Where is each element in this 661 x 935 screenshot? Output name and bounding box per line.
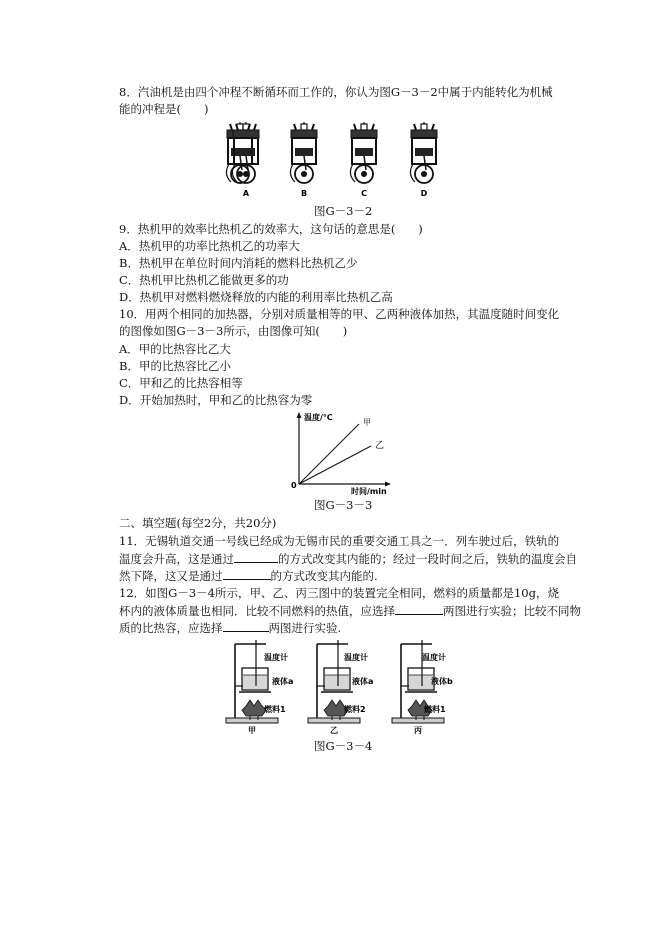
figure-caption-g33: 图G－3－3 [314,498,373,512]
engine-label-d: D [420,189,428,198]
graph-series-jia: 甲 [363,418,371,427]
q10-option-b: B．甲的比热容比乙小 [119,359,231,373]
graph-line-yi [299,446,371,484]
q9-option-b: B．热机甲在单位时间内消耗的燃料比热机乙少 [119,256,358,270]
engine-label-a: A [242,189,250,198]
q10-line1: 10．用两个相同的加热器，分别对质量相等的甲、乙两种液体加热，其温度随时间变化 [119,307,560,321]
q12-line1: 12．如图G－3－4所示，甲、乙、丙三图中的装置完全相同，燃料的质量都是10g，烧 [119,586,559,600]
q11-line3 [119,568,378,584]
setup-2-thermometer: 温度计 [344,653,368,662]
engine-strokes-figure [225,122,465,202]
q12-line2-start: 杯内的液体质量也相同．比较不同燃料的热值，应选择 [119,604,395,618]
q12-line3 [119,620,341,636]
setup-2-liquid: 液体a [352,677,374,686]
setup-1-liquid: 液体a [272,677,294,686]
q10-option-c: C．甲和乙的比热容相等 [119,376,243,390]
q12-line3-start: 质的比热容，应选择 [119,621,223,635]
q9-option-a: A．热机甲的功率比热机乙的功率大 [119,239,300,253]
setup-1-thermometer: 温度计 [264,653,288,662]
q11-line1: 11．无锡轨道交通一号线已经成为无锡市民的重要交通工具之一．列车驶过后，铁轨的 [119,534,560,548]
figure-caption-g34: 图G－3－4 [314,739,373,753]
setup-3-fuel: 燃料1 [424,705,446,714]
q11-line3-start: 然下降，这又是通过 [119,569,223,583]
temperature-time-graph [283,408,393,498]
setup-2-fuel: 燃料2 [344,705,366,714]
graph-x-label: 时间/min [351,487,387,496]
q12-line3-end: 两图进行实验. [268,621,342,635]
setup-1-fuel: 燃料1 [264,705,286,714]
q12-blank-2[interactable] [223,620,269,632]
q12-blank-1[interactable] [395,603,443,615]
engine-label-b: B [300,189,308,198]
q11-blank-1[interactable] [234,551,278,563]
q10-option-d: D．开始加热时，甲和乙的比热容为零 [119,393,313,407]
q11-blank-2[interactable] [223,568,271,580]
q10-line2: 的图像如图G－3－3所示，由图像可知( ) [119,324,348,338]
q9-stem: 9．热机甲的效率比热机乙的效率大，这句话的意思是( ) [119,222,423,236]
q9-option-c: C．热机甲比热机乙能做更多的功 [119,273,289,287]
setup-3-thermometer: 温度计 [422,653,446,662]
q12-line2 [119,603,581,619]
graph-origin: 0 [291,481,297,490]
graph-y-label: 温度/℃ [304,413,333,422]
setup-1-name: 甲 [248,726,256,735]
setup-2-name: 乙 [330,726,338,735]
q11-line2-start: 温度会升高，这是通过 [119,552,234,566]
heating-setups-figure [226,640,456,736]
engine-label-c: C [361,189,367,198]
q8-line2: 能的冲程是( ) [119,102,209,116]
q11-line2 [119,551,577,567]
graph-line-jia [299,424,359,484]
graph-series-yi: 乙 [375,441,385,451]
q9-option-d: D．热机甲对燃料燃烧释放的内能的利用率比热机乙高 [119,290,393,304]
q10-option-a: A．甲的比热容比乙大 [119,342,231,356]
figure-caption-g32: 图G－3－2 [314,204,373,218]
q11-line2-end: 的方式改变其内能的；经过一段时间之后，铁轨的温度会自 [278,552,577,566]
q11-line3-end: 的方式改变其内能的. [270,569,378,583]
setup-3-name: 丙 [414,726,422,735]
q12-line2-end: 两图进行实验；比较不同物 [443,604,581,618]
section-title: 二、填空题(每空2分，共20分) [119,516,277,530]
setup-3-liquid: 液体b [431,677,453,686]
q8-line1: 8．汽油机是由四个冲程不断循环而工作的，你认为图G－3－2中属于内能转化为机械 [119,85,553,99]
